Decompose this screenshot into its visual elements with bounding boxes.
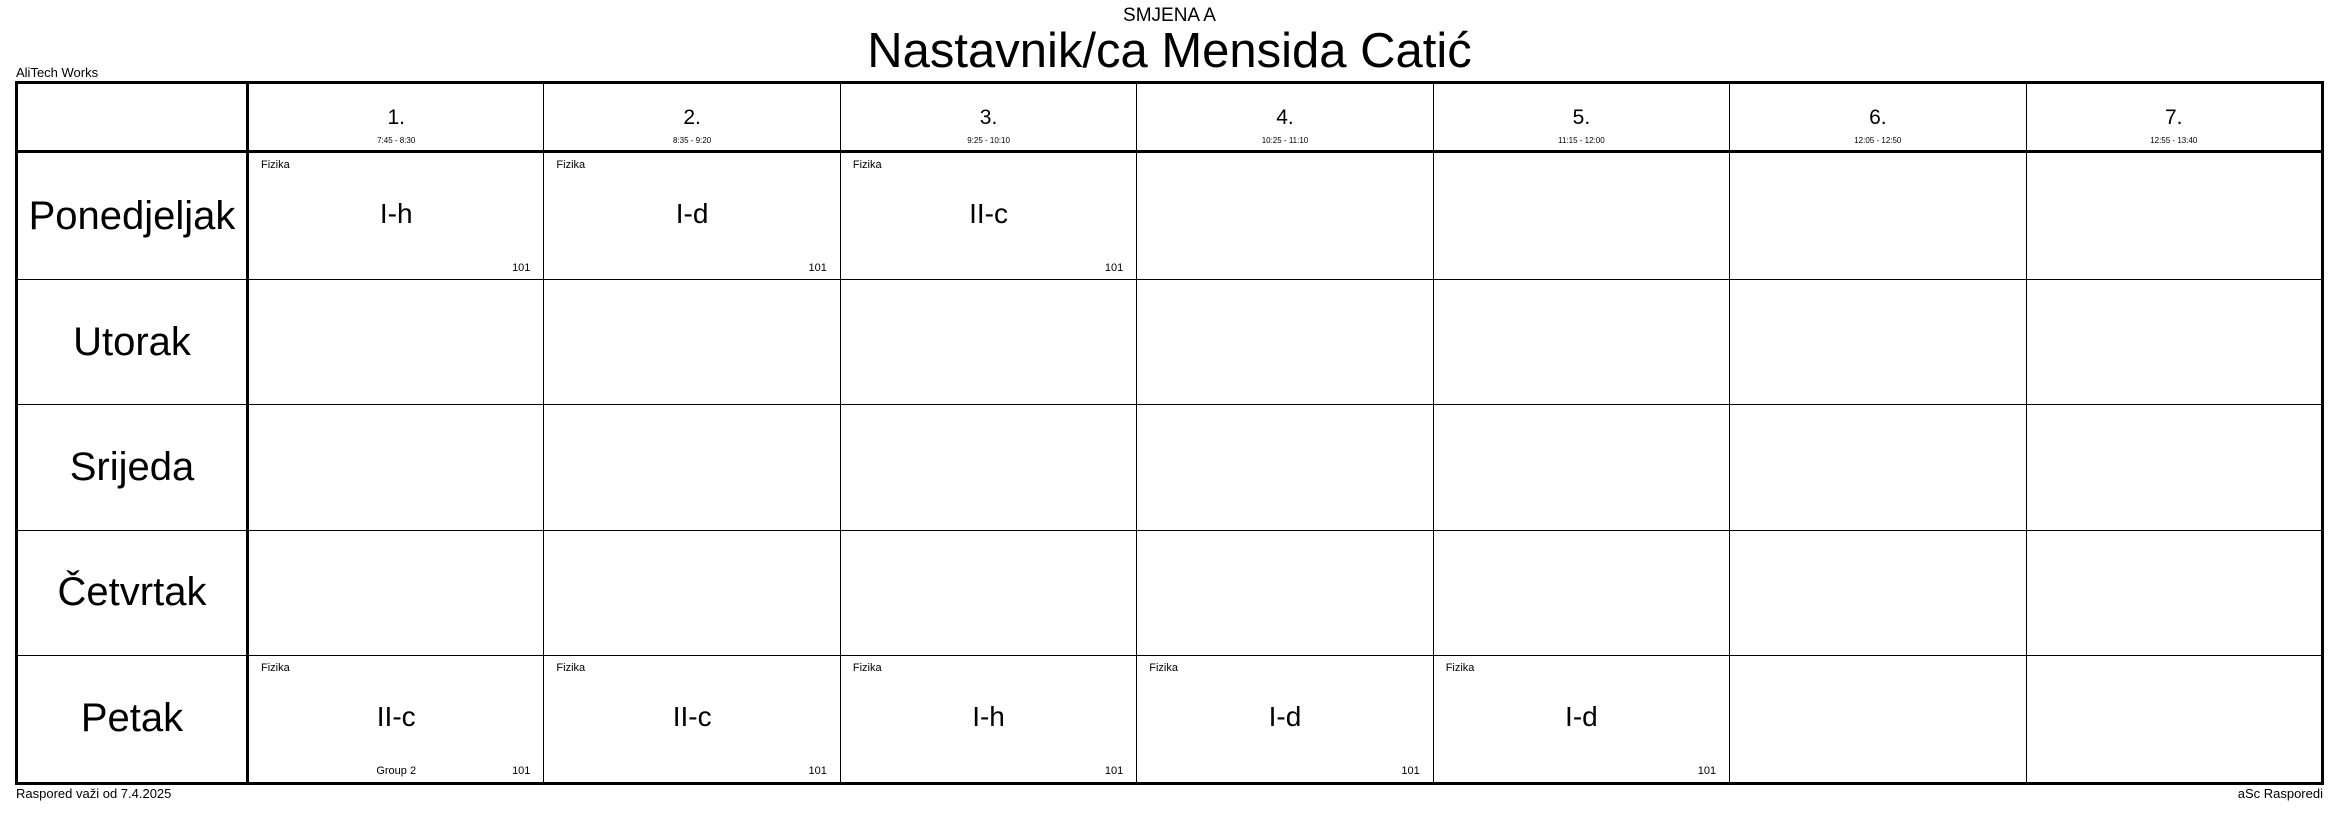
lesson-cell[interactable] bbox=[840, 152, 1136, 280]
lesson-class: I-d bbox=[1268, 700, 1302, 732]
period-header-7 bbox=[2026, 83, 2322, 152]
empty-cell bbox=[1730, 405, 2026, 530]
period-header-4 bbox=[1137, 83, 1433, 152]
empty-cell bbox=[1433, 405, 1729, 530]
lesson-subject: Fizika bbox=[1149, 661, 1178, 674]
lesson-cell[interactable] bbox=[544, 152, 840, 280]
period-number: 2. bbox=[683, 106, 701, 129]
valid-from-note: Raspored važi od 7.4.2025 bbox=[16, 786, 172, 801]
empty-cell bbox=[1433, 530, 1729, 655]
period-time: 7:45 - 8:30 bbox=[377, 136, 416, 145]
lesson-room: 101 bbox=[808, 765, 827, 777]
period-number: 5. bbox=[1572, 106, 1591, 129]
lesson-subject: Fizika bbox=[852, 661, 882, 674]
lesson-room: 101 bbox=[1104, 262, 1124, 275]
period-header-1 bbox=[248, 83, 544, 152]
period-number: 3. bbox=[979, 106, 998, 129]
day-row-petak bbox=[17, 655, 2323, 783]
empty-cell bbox=[544, 280, 840, 405]
lesson-cell[interactable] bbox=[840, 655, 1136, 783]
lesson-class: II-c bbox=[376, 700, 416, 732]
empty-cell bbox=[1730, 530, 2026, 655]
empty-cell bbox=[1433, 152, 1729, 280]
lesson-room: 101 bbox=[1104, 765, 1124, 777]
empty-cell bbox=[1137, 530, 1433, 655]
day-label: Ponedjeljak bbox=[17, 152, 248, 280]
lesson-subject: Fizika bbox=[556, 159, 586, 171]
period-header-row bbox=[17, 83, 2323, 152]
day-label: Petak bbox=[17, 655, 248, 783]
lesson-class: II-c bbox=[672, 700, 712, 732]
empty-cell bbox=[840, 405, 1136, 530]
empty-cell bbox=[248, 280, 544, 405]
lesson-class: I-h bbox=[972, 700, 1005, 732]
period-number: 6. bbox=[1869, 106, 1887, 129]
page-title: Nastavnik/ca Mensida Catić bbox=[867, 24, 1472, 78]
empty-cell bbox=[840, 530, 1136, 655]
empty-cell bbox=[1137, 405, 1433, 530]
lesson-class: II-c bbox=[969, 198, 1008, 229]
software-credit: aSc Rasporedi bbox=[2237, 786, 2323, 801]
empty-cell bbox=[2026, 655, 2322, 783]
empty-cell bbox=[1137, 280, 1433, 405]
empty-cell bbox=[2026, 152, 2322, 280]
day-row-utorak bbox=[17, 280, 2323, 405]
empty-cell bbox=[840, 280, 1136, 405]
lesson-room: 101 bbox=[808, 262, 827, 275]
period-number: 1. bbox=[387, 106, 405, 129]
empty-cell bbox=[248, 405, 544, 530]
lesson-room: 101 bbox=[1697, 765, 1717, 777]
lesson-subject: Fizika bbox=[261, 159, 290, 171]
empty-cell bbox=[544, 405, 840, 530]
period-header-3 bbox=[840, 83, 1136, 152]
lesson-cell[interactable] bbox=[248, 152, 544, 280]
lesson-room: 101 bbox=[512, 765, 531, 777]
day-label: Četvrtak bbox=[17, 530, 248, 655]
day-label: Srijeda bbox=[17, 405, 248, 530]
period-time: 9:25 - 10:10 bbox=[967, 136, 1010, 145]
empty-cell bbox=[2026, 530, 2322, 655]
period-time: 8:35 - 9:20 bbox=[673, 136, 712, 145]
empty-cell bbox=[248, 530, 544, 655]
lesson-subject: Fizika bbox=[556, 661, 586, 674]
empty-cell bbox=[1730, 655, 2026, 783]
day-label: Utorak bbox=[17, 280, 248, 405]
empty-cell bbox=[1730, 280, 2026, 405]
empty-cell bbox=[544, 530, 840, 655]
lesson-class: I-h bbox=[379, 198, 413, 229]
corner-cell bbox=[17, 83, 248, 152]
period-header-6 bbox=[1730, 83, 2026, 152]
period-number: 7. bbox=[2165, 106, 2183, 129]
period-time: 12:05 - 12:50 bbox=[1854, 136, 1902, 145]
empty-cell bbox=[1730, 152, 2026, 280]
day-row-srijeda bbox=[17, 405, 2323, 530]
lesson-subject: Fizika bbox=[261, 661, 290, 674]
lesson-room: 101 bbox=[512, 262, 531, 275]
lesson-group: Group 2 bbox=[376, 765, 417, 777]
empty-cell bbox=[2026, 405, 2322, 530]
day-row-cetvrtak bbox=[17, 530, 2323, 655]
lesson-class: I-d bbox=[1565, 700, 1598, 732]
lesson-room: 101 bbox=[1401, 765, 1420, 777]
shift-label: SMJENA A bbox=[1123, 5, 1216, 26]
period-time: 11:15 - 12:00 bbox=[1558, 136, 1605, 145]
lesson-subject: Fizika bbox=[1445, 661, 1475, 674]
lesson-cell[interactable] bbox=[1433, 655, 1729, 783]
lesson-cell[interactable] bbox=[544, 655, 840, 783]
empty-cell bbox=[2026, 280, 2322, 405]
lesson-class: I-d bbox=[675, 198, 709, 229]
period-number: 4. bbox=[1276, 106, 1294, 129]
lesson-cell[interactable] bbox=[248, 655, 544, 783]
period-time: 12:55 - 13:40 bbox=[2150, 136, 2198, 145]
timetable bbox=[15, 81, 2324, 785]
lesson-subject: Fizika bbox=[852, 159, 882, 171]
day-row-ponedjeljak bbox=[17, 152, 2323, 280]
period-header-2 bbox=[544, 83, 840, 152]
lesson-cell[interactable] bbox=[1137, 655, 1433, 783]
school-name: AliTech Works bbox=[16, 65, 99, 80]
empty-cell bbox=[1137, 152, 1433, 280]
empty-cell bbox=[1433, 280, 1729, 405]
period-time: 10:25 - 11:10 bbox=[1261, 136, 1309, 145]
period-header-5 bbox=[1433, 83, 1729, 152]
